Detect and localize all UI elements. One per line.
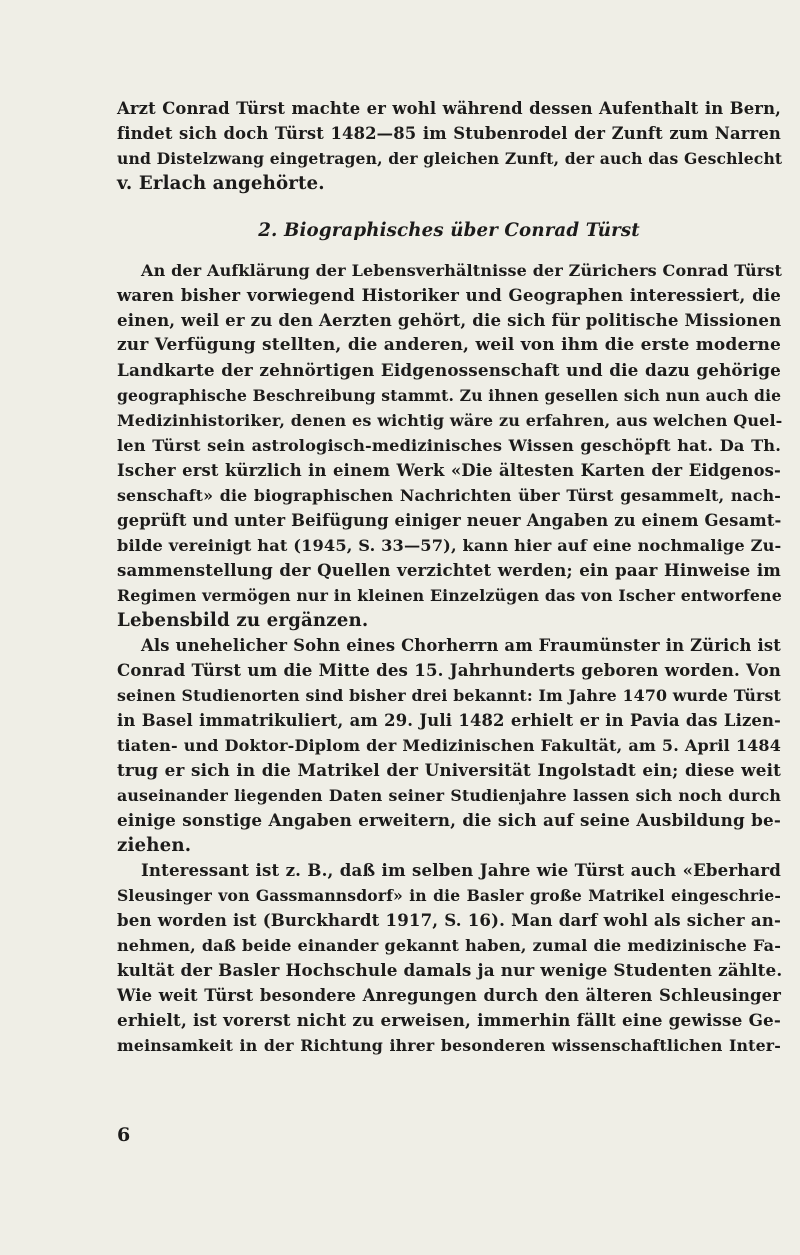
text-line: tiaten- und Doktor-Diplom der Medizinischen Fakultät, am 5. April 1484 bbox=[117, 736, 781, 755]
text-line: in Basel immatrikuliert, am 29. Juli 1482 erhielt er in Pavia das Lizen- bbox=[117, 711, 781, 730]
text-line: Lebensbild zu ergänzen. bbox=[117, 610, 369, 631]
text-line: einige sonstige Angaben erweitern, die sich auf seine Ausbildung be- bbox=[117, 810, 781, 830]
text-line: ben worden ist (Burckhardt 1917, S. 16). Man darf wohl als sicher an- bbox=[117, 910, 781, 930]
text-line: Regimen vermögen nur in kleinen Einzelzügen das von Ischer entworfene bbox=[117, 586, 782, 605]
text-line: trug er sich in die Matrikel der Universität Ingolstadt ein; diese weit bbox=[117, 760, 781, 780]
text-line: waren bisher vorwiegend Historiker und Geographen interessiert, die bbox=[117, 285, 781, 305]
text-line: bilde vereinigt hat (1945, S. 33—57), kann hier auf eine nochmalige Zu- bbox=[117, 536, 782, 555]
paragraph-2 bbox=[117, 258, 781, 633]
text-line: seinen Studienorten sind bisher drei bekannt: Im Jahre 1470 wurde Türst bbox=[117, 686, 781, 705]
text-line: sammenstellung der Quellen verzichtet werden; ein paar Hinweise im bbox=[117, 560, 781, 580]
paragraph-4 bbox=[117, 858, 781, 1058]
paragraph-3 bbox=[117, 633, 781, 858]
text-line: Arzt Conrad Türst machte er wohl während dessen Aufenthalt in Bern, bbox=[117, 99, 781, 118]
text-line: Sleusinger von Gassmannsdorf» in die Basler große Matrikel eingeschrie- bbox=[117, 886, 781, 905]
text-line: nehmen, daß beide einander gekannt haben, zumal die medizinische Fa- bbox=[117, 936, 781, 955]
text-line: erhielt, ist vorerst nicht zu erweisen, immerhin fällt eine gewisse Ge- bbox=[117, 1010, 781, 1030]
text-line: Ischer erst kürzlich in einem Werk «Die ältesten Karten der Eidgenos- bbox=[117, 461, 781, 480]
text-line: einen, weil er zu den Aerzten gehört, die sich für politische Missionen bbox=[117, 310, 782, 330]
text-line: und Distelzwang eingetragen, der gleichen Zunft, der auch das Geschlecht bbox=[117, 149, 783, 168]
text-line: Als unehelicher Sohn eines Chorherrn am Fraumünster in Zürich ist bbox=[141, 636, 781, 655]
paragraph-1 bbox=[117, 96, 781, 196]
text-line: len Türst sein astrologisch-medizinisches Wissen geschöpft hat. Da Th. bbox=[117, 436, 781, 455]
text-line: geographische Beschreibung stammt. Zu ihnen gesellen sich nun auch die bbox=[117, 386, 782, 405]
text-block bbox=[117, 96, 781, 1058]
text-line: Landkarte der zehnörtigen Eidgenossenschaft und die dazu gehörige bbox=[117, 360, 781, 380]
text-line: auseinander liegenden Daten seiner Studienjahre lassen sich noch durch bbox=[117, 786, 781, 805]
page-number: 6 bbox=[117, 1124, 131, 1146]
text-line: Conrad Türst um die Mitte des 15. Jahrhunderts geboren worden. Von bbox=[117, 660, 781, 680]
text-line: findet sich doch Türst 1482—85 im Stubenrodel der Zunft zum Narren bbox=[117, 124, 781, 143]
text-line: ziehen. bbox=[117, 835, 192, 856]
text-line: meinsamkeit in der Richtung ihrer besonderen wissenschaftlichen Inter- bbox=[117, 1036, 781, 1055]
text-line: Wie weit Türst besondere Anregungen durch den älteren Schleusinger bbox=[117, 986, 781, 1005]
text-line: Interessant ist z. B., daß im selben Jahre wie Türst auch «Eberhard bbox=[141, 860, 781, 880]
text-line: senschaft» die biographischen Nachrichten über Türst gesammelt, nach- bbox=[117, 486, 781, 505]
text-line: Medizinhistoriker, denen es wichtig wäre zu erfahren, aus welchen Quel- bbox=[117, 411, 783, 430]
text-line: v. Erlach angehörte. bbox=[117, 173, 325, 194]
section-heading: 2. Biographisches über Conrad Türst bbox=[258, 220, 640, 241]
text-line: geprüft und unter Beifügung einiger neuer Angaben zu einem Gesamt- bbox=[117, 511, 782, 530]
text-line: zur Verfügung stellten, die anderen, weil von ihm die erste moderne bbox=[117, 335, 781, 355]
text-line: An der Aufklärung der Lebensverhältnisse der Zürichers Conrad Türst bbox=[141, 261, 783, 280]
text-line: kultät der Basler Hochschule damals ja nur wenige Studenten zählte. bbox=[117, 960, 783, 980]
